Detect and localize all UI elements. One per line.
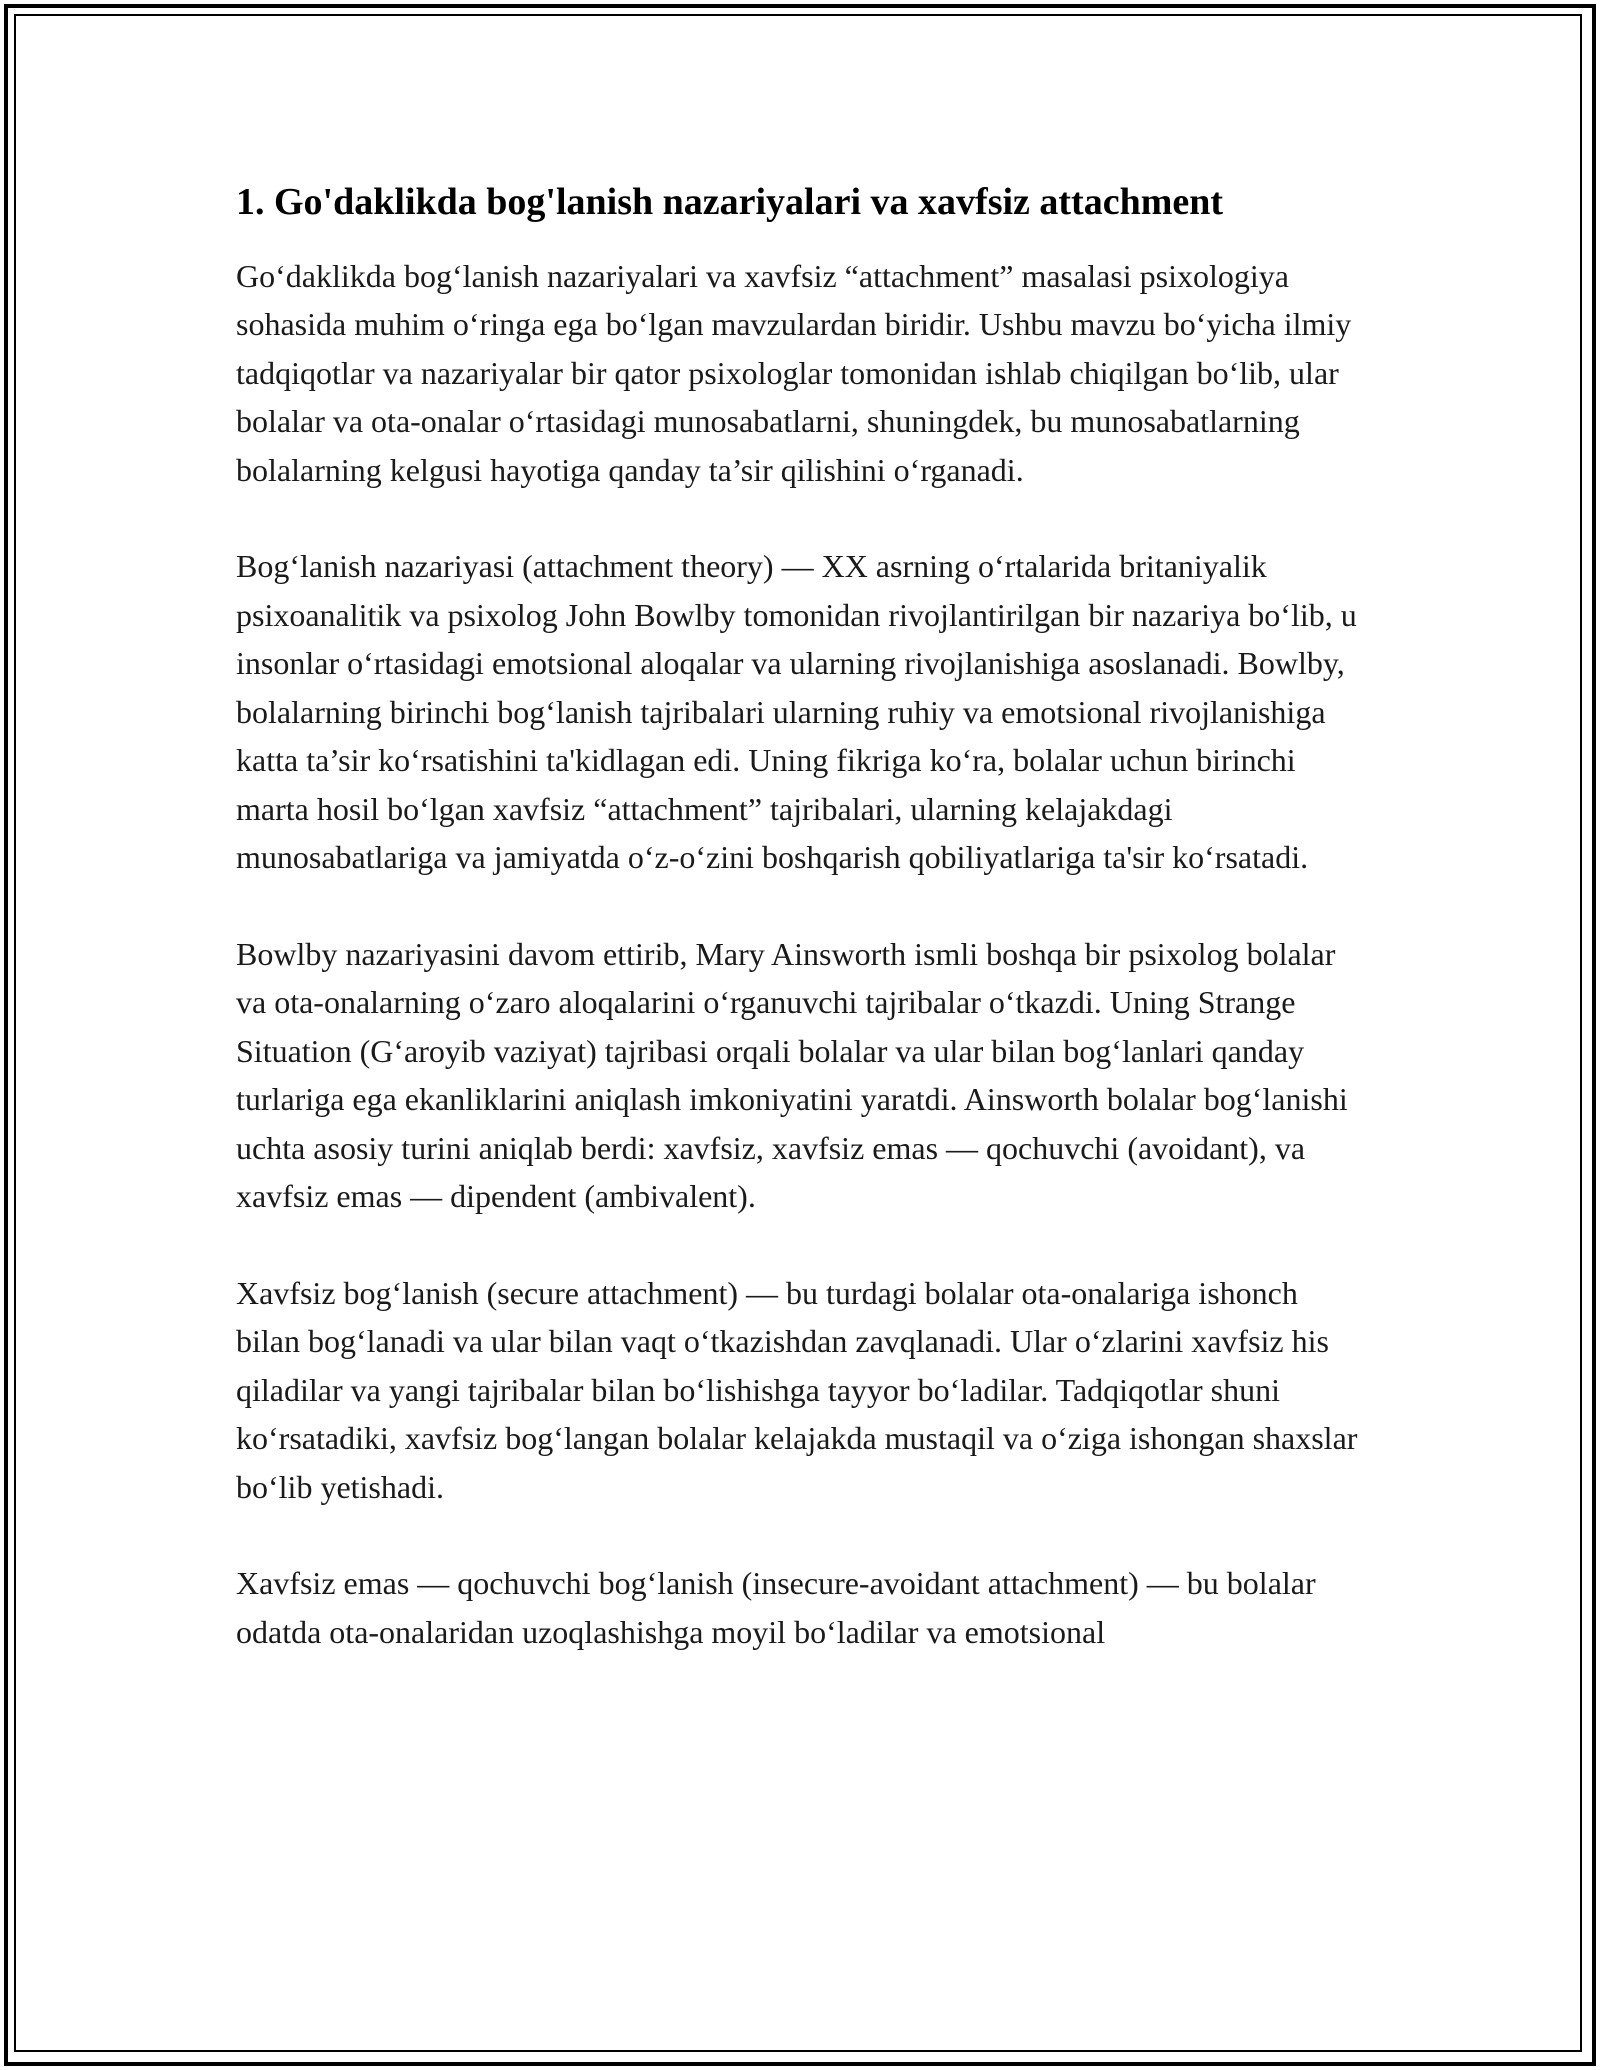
section-title: 1. Go'daklikda bog'lanish nazariyalari va xavfsiz attachment	[236, 181, 1224, 223]
paragraph-ainsworth: Bowlby nazariyasini davom ettirib, Mary Ainsworth ismli boshqa bir psixolog bolalar va ota-onalarning o‘zaro aloqalarini o‘rganuvchi tajribalar o‘tkazdi. Uning Strange Situation (G‘aroyib vaziyat) tajribasi orqali bolalar va ular bilan bog‘lanlari qanday turlariga ega ekanliklarini aniqlash imkoniyatini yaratdi. Ainsworth bolalar bog‘lanishi uchta asosiy turini aniqlab berdi: xavfsiz, xavfsiz emas — qochuvchi (avoidant), va xavfsiz emas — dipendent (ambivalent).	[236, 935, 1348, 1215]
paragraph-insecure-avoidant: Xavfsiz emas — qochuvchi bog‘lanish (insecure-avoidant attachment) — bu bolalar odatda ota-onalaridan uzoqlashishga moyil bo‘ladilar va emotsional	[236, 1565, 1316, 1650]
paragraph-intro: Go‘daklikda bog‘lanish nazariyalari va xavfsiz “attachment” masalasi psixologiya sohasida muhim o‘ringa ega bo‘lgan mavzulardan biridir. Ushbu mavzu bo‘yicha ilmiy tadqiqotlar va nazariyalar bir qator psixologlar tomonidan ishlab chiqilgan bo‘lib, ular bolalar va ota-onalar o‘rtasidagi munosabatlarni, shuningdek, bu munosabatlarning bolalarning kelgusi hayotiga qanday ta’sir qilishini o‘rganadi.	[236, 257, 1352, 488]
document-body	[236, 180, 1366, 1704]
paragraph-attachment-theory: Bog‘lanish nazariyasi (attachment theory) — XX asrning o‘rtalarida britaniyalik psixoanalitik va psixolog John Bowlby tomonidan rivojlantirilgan bir nazariya bo‘lib, u insonlar o‘rtasidagi emotsional aloqalar va ularning rivojlanishiga asoslanadi. Bowlby, bolalarning birinchi bog‘lanish tajribalari ularning ruhiy va emotsional rivojlanishiga katta ta’sir ko‘rsatishini ta'kidlagan edi. Uning fikriga ko‘ra, bolalar uchun birinchi marta hosil bo‘lgan xavfsiz “attachment” tajribalari, ularning kelajakdagi munosabatlariga va jamiyatda o‘z-o‘zini boshqarish qobiliyatlariga ta'sir ko‘rsatadi.	[236, 548, 1357, 876]
paragraph-secure-attachment: Xavfsiz bog‘lanish (secure attachment) — bu turdagi bolalar ota-onalariga ishonch bilan bog‘lanadi va ular bilan vaqt o‘tkazishdan zavqlanadi. Ular o‘zlarini xavfsiz his qiladilar va yangi tajribalar bilan bo‘lishishga tayyor bo‘ladilar. Tadqiqotlar shuni ko‘rsatadiki, xavfsiz bog‘langan bolalar kelajakda mustaqil va o‘ziga ishongan shaxslar bo‘lib yetishadi.	[236, 1274, 1358, 1505]
